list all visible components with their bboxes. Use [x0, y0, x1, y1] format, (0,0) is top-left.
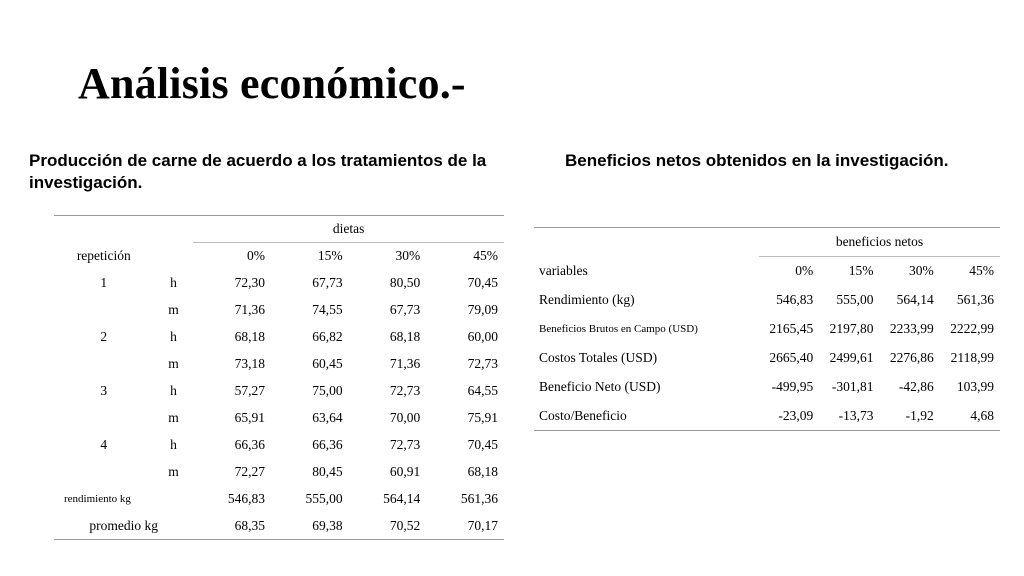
value-cell: 73,18 [234, 356, 265, 371]
value-cell: 2499,61 [829, 350, 874, 365]
sex-cell: m [168, 302, 179, 317]
value-cell: 66,36 [312, 437, 343, 452]
column-header: 0% [795, 263, 814, 279]
beneficios-netos-header: beneficios netos [759, 228, 1000, 257]
value-cell: 4,68 [970, 407, 994, 423]
variable-label: Beneficio Neto (USD) [539, 379, 661, 394]
column-header: 30% [395, 248, 421, 264]
table-row [54, 324, 504, 351]
value-cell: 555,00 [305, 491, 343, 506]
value-cell: 71,36 [389, 356, 421, 371]
value-cell: 64,55 [467, 383, 498, 398]
value-cell: 72,30 [234, 275, 265, 290]
value-cell: -42,86 [898, 379, 934, 394]
left-table-caption: Producción de carne de acuerdo a los tratamientos de la investigación. [29, 151, 487, 192]
value-cell: 70,45 [467, 275, 498, 290]
value-cell: 69,38 [312, 517, 343, 533]
value-cell: 75,00 [312, 383, 343, 398]
value-cell: 2222,99 [950, 321, 994, 336]
value-cell: 57,27 [234, 383, 265, 398]
value-cell: 79,09 [467, 302, 498, 317]
column-header: 15% [848, 263, 874, 279]
repetition-cell [54, 405, 154, 432]
right-table-caption: Beneficios netos obtenidos en la investigación. [565, 151, 949, 170]
value-cell: 63,64 [312, 410, 343, 425]
table-row [54, 378, 504, 405]
variables-header: variables [539, 263, 588, 278]
table-row [534, 344, 1000, 373]
variable-label: Beneficios Brutos en Campo (USD) [539, 323, 698, 335]
promedio-label: promedio kg [89, 517, 158, 533]
repetition-cell [54, 351, 154, 378]
repetition-cell: 4 [100, 437, 108, 452]
value-cell: 2197,80 [829, 321, 874, 336]
variable-label: Costo/Beneficio [539, 407, 627, 423]
repetition-cell: 3 [100, 383, 108, 398]
value-cell: 71,36 [234, 302, 265, 317]
value-cell: -23,09 [778, 407, 814, 423]
table-row [534, 373, 1000, 402]
column-header: 30% [909, 263, 934, 279]
value-cell: 67,73 [389, 302, 421, 317]
value-cell: 561,36 [956, 292, 994, 307]
value-cell: 70,17 [467, 517, 498, 533]
repeticion-header: repetición [76, 248, 131, 263]
repetition-cell: 2 [100, 329, 108, 344]
value-cell: 68,18 [467, 464, 498, 479]
table-row [534, 402, 1000, 431]
table-row [54, 351, 504, 378]
repetition-cell: 1 [100, 275, 108, 290]
value-cell: 68,18 [234, 329, 265, 344]
value-cell: 70,00 [389, 410, 421, 425]
value-cell: 72,73 [467, 356, 498, 371]
variable-label: Costos Totales (USD) [539, 350, 658, 365]
value-cell: 2118,99 [950, 350, 994, 365]
table-row [534, 315, 1000, 344]
value-cell: 2165,45 [769, 321, 814, 336]
repetition-cell [54, 459, 154, 486]
value-cell: -13,73 [838, 407, 874, 423]
page-title: Análisis económico.- [78, 59, 466, 108]
value-cell: 72,73 [389, 437, 421, 452]
value-cell: 70,45 [467, 437, 498, 452]
table-row [54, 459, 504, 486]
table-row [54, 405, 504, 432]
sex-cell: h [170, 437, 177, 452]
value-cell: 564,14 [383, 491, 421, 506]
value-cell: 2665,40 [769, 350, 814, 365]
value-cell: 60,45 [312, 356, 343, 371]
value-cell: 60,00 [467, 329, 498, 344]
repetition-cell [54, 297, 154, 324]
value-cell: 75,91 [467, 410, 498, 425]
value-cell: 65,91 [234, 410, 265, 425]
value-cell: 555,00 [836, 292, 874, 307]
value-cell: 60,91 [389, 464, 421, 479]
value-cell: -1,92 [905, 407, 934, 423]
table-header-row [54, 243, 504, 270]
table-row [534, 286, 1000, 315]
column-header: 0% [247, 248, 265, 264]
column-header: 15% [317, 248, 343, 264]
value-cell: 80,45 [312, 464, 343, 479]
dietas-header: dietas [193, 216, 504, 243]
table-row [54, 270, 504, 297]
column-header: 45% [473, 248, 498, 264]
value-cell: 2233,99 [889, 321, 934, 336]
value-cell: 68,35 [234, 517, 265, 533]
value-cell: 67,73 [312, 275, 343, 290]
sex-cell: m [168, 410, 179, 425]
table-header-row [534, 228, 1000, 257]
value-cell: 103,99 [956, 379, 994, 394]
value-cell: 66,36 [234, 437, 265, 452]
value-cell: 74,55 [312, 302, 343, 317]
value-cell: -301,81 [831, 379, 874, 394]
table-header-row [534, 257, 1000, 286]
sex-cell: h [170, 329, 177, 344]
meat-production-table [54, 215, 504, 540]
sex-cell: m [168, 464, 179, 479]
sex-cell: m [168, 356, 179, 371]
value-cell: 72,27 [234, 464, 265, 479]
table-row [54, 432, 504, 459]
value-cell: 546,83 [227, 491, 265, 506]
net-benefits-table [534, 227, 1000, 431]
value-cell: -499,95 [771, 379, 814, 394]
value-cell: 70,52 [389, 517, 421, 533]
sex-cell: h [170, 383, 177, 398]
column-header: 45% [969, 263, 994, 279]
value-cell: 72,73 [389, 383, 421, 398]
rendimiento-row [54, 486, 504, 513]
value-cell: 68,18 [389, 329, 421, 344]
variable-label: Rendimiento (kg) [539, 292, 635, 307]
table-row [54, 297, 504, 324]
value-cell: 66,82 [312, 329, 343, 344]
rendimiento-label: rendimiento kg [64, 493, 131, 505]
value-cell: 546,83 [776, 292, 814, 307]
sex-cell: h [170, 275, 177, 290]
promedio-row [54, 513, 504, 540]
value-cell: 564,14 [896, 292, 934, 307]
table-header-row [54, 216, 504, 243]
value-cell: 2276,86 [889, 350, 934, 365]
value-cell: 80,50 [389, 275, 421, 290]
value-cell: 561,36 [460, 491, 498, 506]
